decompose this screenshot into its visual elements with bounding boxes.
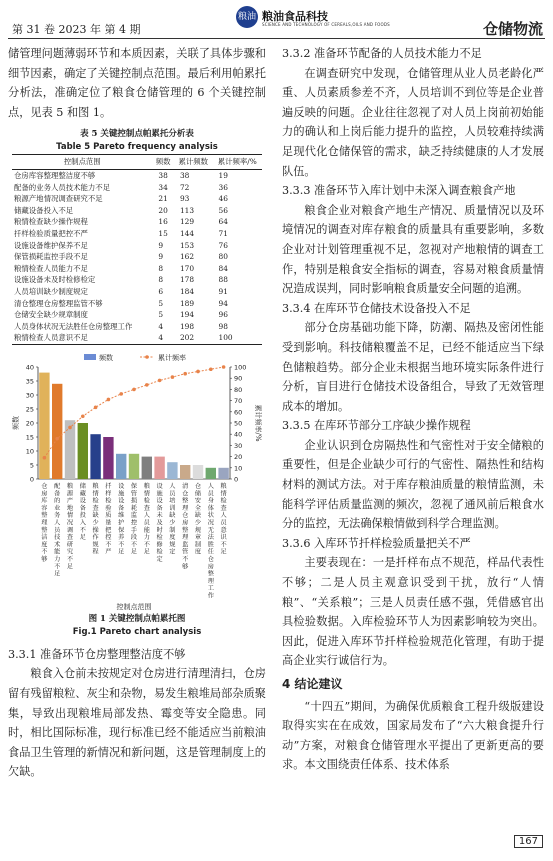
table-row xyxy=(12,205,262,217)
x-category-label: 粮源产地情况调查研究不足 xyxy=(66,482,74,571)
y2-tick-label: 90 xyxy=(234,374,243,383)
chart-bar xyxy=(103,437,113,479)
x-category-label: 粮情检查缺少操作规程 xyxy=(92,482,99,556)
table-row xyxy=(12,193,262,205)
chart-bar xyxy=(78,423,88,479)
table-cell-value: 178 xyxy=(179,275,195,285)
table-cell-name: 配备的业务人员技术能力不足 xyxy=(14,182,111,192)
table-cell-value: 46 xyxy=(218,194,228,204)
table-cell-name: 设施设备维护保养不足 xyxy=(14,240,88,250)
table-cell-value: 71 xyxy=(218,228,228,238)
y-tick-label: 25 xyxy=(25,405,34,414)
table-cell-value: 16 xyxy=(158,217,168,227)
cumulative-point xyxy=(132,387,136,391)
table-row xyxy=(12,332,262,344)
section-title: 仓储物流 xyxy=(482,20,543,38)
logo-mark-icon: 粮油 xyxy=(236,6,258,28)
y2-tick-label: 70 xyxy=(234,396,243,405)
table-cell-value: 9 xyxy=(158,252,164,262)
table-cell-value: 38 xyxy=(179,170,190,180)
cumulative-point xyxy=(196,370,200,374)
section-3-3-3-body: 粮食企业对粮食产地生产情况、质量情况以及环境情况的调查对库存粮食的质量具有重要影响，多数企业对计划管理重视不足，忽视对产地粮情的调查工作，特别是粮食安全指标的调查，容易对粮食质量情况造成误判，同时影响粮食质量安全问题的追溯。 xyxy=(282,203,544,296)
table-cell-value: 21 xyxy=(158,194,168,204)
x-category-label: 设施设备未及时检修检定 xyxy=(156,482,163,563)
page-header xyxy=(0,0,553,40)
section-3-3-2-heading: 3.3.2 准备环节配备的人员技术能力不足 xyxy=(282,47,482,60)
section-3-3-4-body: 部分仓房基础功能下降，防潮、隔热及密闭性能受到影响。科技储粮覆盖不足，已经不能适应当下绿色储粮趋势。部分企业未根据当地环境实际条件进行分析，盲目进行仓储技术设备组合，导致了无效管理成本的增加。 xyxy=(282,321,544,413)
table-cell-value: 93 xyxy=(179,194,190,204)
table-cell-value: 4 xyxy=(158,321,164,331)
y-axis-title: 频数 xyxy=(12,415,20,430)
x-category-label: 保管损耗监控手段不足 xyxy=(130,482,138,556)
x-category-label: 扦样检验质量把控不严 xyxy=(105,482,112,556)
table-cell-value: 198 xyxy=(179,321,195,331)
x-category-label: 配备的业务人员技术能力不足 xyxy=(54,482,61,578)
table-header-row xyxy=(12,155,262,170)
y2-tick-label: 40 xyxy=(234,430,243,439)
table-cell-value: 6 xyxy=(158,286,164,296)
table-header-cell: 累计频数 xyxy=(174,155,213,170)
section-3-3-5-heading: 3.3.5 在库环节部分工序缺少操作规程 xyxy=(282,419,471,433)
intro-paragraph: 储管理问题薄弱环节和本质因素，关联了具体步骤和细节因素，确定了关键控制点范围。最后利用帕累托分析法，准确定位了粮食仓储管理的 6 个关键控制点，见表 5 和图 1。 xyxy=(8,47,266,119)
chart-bar xyxy=(129,454,139,479)
legend-swatch-bar xyxy=(84,354,96,360)
table-cell-value: 184 xyxy=(179,286,195,296)
table-row xyxy=(12,286,262,298)
y-tick-label: 15 xyxy=(25,433,34,442)
table-body xyxy=(12,169,262,344)
cumulative-point xyxy=(222,365,226,369)
table-cell-name: 人员身体状况无法胜任仓房整理工作 xyxy=(14,321,133,331)
chart-bar xyxy=(90,434,100,479)
cumulative-point xyxy=(145,383,149,387)
section-4-heading: 4 结论建议 xyxy=(282,677,343,691)
cumulative-point xyxy=(119,392,123,396)
table-cell-value: 94 xyxy=(218,298,228,308)
x-category-label: 粮情检查人员能力不足 xyxy=(143,482,150,556)
figure-caption-cn: 图 1 关键控制点帕累托图 xyxy=(88,613,186,624)
table-cell-value: 96 xyxy=(218,310,228,320)
y-tick-label: 40 xyxy=(25,363,34,372)
table-cell-name: 人员培训缺少制度规定 xyxy=(14,286,88,296)
page-number: 167 xyxy=(514,835,543,848)
cumulative-point xyxy=(171,375,175,379)
header-divider xyxy=(8,38,545,39)
table-row xyxy=(12,309,262,321)
table-cell-name: 设施设备未及时检修检定 xyxy=(14,275,96,285)
logo-subtitle: SCIENCE AND TECHNOLOGY OF CEREALS,OILS AND FOODS xyxy=(262,22,390,27)
table-cell-value: 4 xyxy=(152,332,174,344)
cumulative-point xyxy=(43,456,47,460)
table-cell-value: 72 xyxy=(179,182,190,192)
cumulative-point xyxy=(55,437,59,441)
table-cell-value: 56 xyxy=(218,205,228,215)
table-cell-name: 粮情检查人员能力不足 xyxy=(14,263,88,273)
table-cell-value: 19 xyxy=(218,170,228,180)
x-category-label: 设施设备维护保养不足 xyxy=(118,482,125,556)
figure-caption-en: Fig.1 Pareto chart analysis xyxy=(72,626,202,637)
cumulative-point xyxy=(107,398,111,402)
table-row xyxy=(12,298,262,310)
table-cell-value: 8 xyxy=(158,263,164,273)
chart-bar xyxy=(167,462,177,479)
y2-tick-label: 100 xyxy=(234,363,247,372)
y2-tick-label: 80 xyxy=(234,385,243,394)
y-tick-label: 0 xyxy=(29,475,34,484)
chart-bar xyxy=(52,384,62,479)
section-3-3-1-body: 粮食入仓前未按规定对仓房进行清理清扫，仓房留有残留粮粒、灰尘和杂物，易发生粮堆局部杂质聚集，导致出现粮堆局部发热、霉变等安全隐患。同时，相比国际标准，现行标准已经不能适应当前粮油食品卫生管理的新情况和新问题，这是管理制度上的欠缺。 xyxy=(8,667,266,779)
table-row xyxy=(12,251,262,263)
table-cell-value: 194 xyxy=(179,310,195,320)
legend-label-line: 累计频率 xyxy=(158,353,186,362)
chart-bar xyxy=(154,456,164,478)
table-row xyxy=(12,182,262,194)
table-cell-value: 5 xyxy=(158,298,164,308)
section-3-3-2-body: 在调查研究中发现，仓储管理从业人员老龄化严重、人员素质参差不齐，人员培训不到位等是企业普遍反映的问题。企业往往忽视了对人员上岗前初始能力的确认和上岗后能力提升的监控，人员较难持续满足现代化仓储保管的需求，缺乏持续健康的人才发展队伍。 xyxy=(282,66,544,178)
table-cell-name: 粮情检查人员意识不足 xyxy=(12,332,152,344)
table-cell-value: 162 xyxy=(179,252,195,262)
legend-marker-line xyxy=(145,355,149,359)
table-cell-value: 80 xyxy=(218,252,228,262)
table-cell-value: 100 xyxy=(213,332,262,344)
table-row xyxy=(12,169,262,181)
logo-title: 粮油食品科技 xyxy=(262,10,328,23)
table-cell-value: 153 xyxy=(179,240,195,250)
table-cell-name: 储藏设备投入不足 xyxy=(14,205,74,215)
table-cell-name: 保管损耗监控手段不足 xyxy=(14,252,88,262)
section-3-3-1-heading: 3.3.1 准备环节仓房整理整洁度不够 xyxy=(8,647,186,661)
table-caption-en: Table 5 Pareto frequency analysis xyxy=(56,142,218,153)
y-tick-label: 5 xyxy=(29,461,34,470)
table-row xyxy=(12,228,262,240)
table-header-cell: 控制点范围 xyxy=(12,155,152,170)
left-column xyxy=(8,44,266,782)
cumulative-point xyxy=(209,367,213,371)
y2-axis-title: 累计频率/% xyxy=(254,404,262,442)
section-3-3-4-heading: 3.3.4 在库环节仓储技术设备投入不足 xyxy=(282,301,471,315)
table-cell-value: 76 xyxy=(218,240,228,250)
chart-bar xyxy=(116,454,126,479)
x-category-label: 储藏设备投入不足 xyxy=(79,482,86,541)
table-cell-name: 仓房库容整理整洁度不够 xyxy=(14,170,96,180)
x-category-label: 粮情检查人员意识不足 xyxy=(220,482,227,556)
y-tick-label: 20 xyxy=(25,419,34,428)
table-cell-value: 113 xyxy=(179,205,195,215)
table-cell-value: 9 xyxy=(158,240,164,250)
y2-tick-label: 10 xyxy=(234,464,243,473)
x-category-label: 仓房库容整理整洁度不够 xyxy=(41,482,48,563)
section-3-3-3-heading: 3.3.3 准备环节入库计划中未深入调查粮食产地 xyxy=(282,184,516,198)
table-cell-value: 36 xyxy=(218,182,228,192)
legend-label-bar: 频数 xyxy=(99,353,113,362)
table-cell-value: 5 xyxy=(158,310,164,320)
y2-tick-label: 0 xyxy=(234,475,239,484)
section-3-3-6-heading: 3.3.6 入库环节扦样检验质量把关不严 xyxy=(282,536,471,550)
y2-tick-label: 60 xyxy=(234,408,243,417)
section-3-3-6-body: 主要表现在：一是扦样布点不规范，样品代表性不够；二是人员主观意识受到干扰，放行“人情粮”、“关系粮”；三是人员责任感不强，凭借感官出具检验数据。入库检验环节人为因素影响较为突出。因此，促进入库环节扦样检验规范化管理，有助于提高企业实行诚信行为。 xyxy=(282,556,544,668)
cumulative-point xyxy=(81,414,85,418)
table-cell-value: 202 xyxy=(174,332,213,344)
table-cell-value: 8 xyxy=(158,275,164,285)
y2-tick-label: 20 xyxy=(234,452,243,461)
cumulative-point xyxy=(158,379,162,383)
table-row xyxy=(12,274,262,286)
cumulative-point xyxy=(68,426,72,430)
table-cell-value: 64 xyxy=(218,217,228,227)
table-cell-value: 129 xyxy=(179,217,195,227)
table-cell-value: 38 xyxy=(158,170,168,180)
journal-logo xyxy=(236,6,390,32)
table-header-cell: 频数 xyxy=(152,155,174,170)
table-cell-name: 仓储安全缺少规章制度 xyxy=(14,310,88,320)
table-cell-name: 粮源产地情况调查研究不足 xyxy=(14,194,103,204)
table-cell-value: 144 xyxy=(179,228,195,238)
table-row xyxy=(12,263,262,275)
cumulative-point xyxy=(183,372,187,376)
x-category-label: 人员身体状况无法胜任仓房整理工作 xyxy=(207,482,214,600)
chart-bar xyxy=(206,468,216,479)
x-category-label: 人员培训缺少制度规定 xyxy=(169,482,176,556)
journal-issue: 第 31 卷 2023 年 第 4 期 xyxy=(12,23,141,36)
table-cell-value: 98 xyxy=(218,321,228,331)
table-cell-value: 170 xyxy=(179,263,195,273)
table-cell-value: 15 xyxy=(158,228,168,238)
table-cell-value: 84 xyxy=(218,263,228,273)
table-cell-name: 扦样检验质量把控不严 xyxy=(14,228,88,238)
section-3-3-5-body: 企业认识到仓房隔热性和气密性对于安全储粮的重要性，但是企业缺少可行的气密性、隔热性和结构材料的测试方法。对于库存粮油质量的粮情监测，未能科学评估质量监测的频次，忽视了通风前后粮食水分的监控，无法确保粮情做到科学合理监测。 xyxy=(282,438,544,531)
y-tick-label: 35 xyxy=(25,377,34,386)
table-cell-value: 20 xyxy=(158,205,168,215)
chart-bar xyxy=(180,465,190,479)
table-row xyxy=(12,240,262,252)
table-cell-name: 清仓整理仓房整理监管不够 xyxy=(14,298,103,308)
chart-bar xyxy=(218,468,228,479)
table-cell-value: 34 xyxy=(158,182,168,192)
table-cell-value: 88 xyxy=(218,275,228,285)
chart-bar xyxy=(39,372,49,478)
y-tick-label: 10 xyxy=(25,447,34,456)
y2-tick-label: 50 xyxy=(234,419,243,428)
chart-bar xyxy=(193,465,203,479)
table-row xyxy=(12,216,262,228)
pareto-table xyxy=(12,154,262,345)
right-column xyxy=(282,44,544,775)
table-header-cell: 累计频率/% xyxy=(213,155,262,170)
table-row xyxy=(12,321,262,333)
cumulative-point xyxy=(94,405,98,409)
section-4-body: “十四五”期间，为确保优质粮食工程升级版建设取得实实在在成效，国家局发布了“六大粮食提升行动”方案，对粮食仓储管理水平提出了更新更高的要求。本文围绕责任体系、技术体系 xyxy=(282,699,544,772)
x-category-label: 清仓整理仓房整理监管不够 xyxy=(182,482,189,571)
table-cell-name: 粮情检查缺少操作规程 xyxy=(14,217,88,227)
chart-bar xyxy=(142,456,152,478)
y2-tick-label: 30 xyxy=(234,441,243,450)
pareto-chart xyxy=(8,351,266,613)
table-cell-value: 189 xyxy=(179,298,195,308)
table-caption-cn: 表 5 关键控制点帕累托分析表 xyxy=(80,129,194,140)
y-tick-label: 30 xyxy=(25,391,34,400)
table-cell-value: 91 xyxy=(218,286,228,296)
x-category-label: 仓储安全缺少规章制度 xyxy=(194,482,202,556)
x-axis-title: 控制点范围 xyxy=(116,602,152,611)
pareto-chart-svg xyxy=(8,351,266,613)
